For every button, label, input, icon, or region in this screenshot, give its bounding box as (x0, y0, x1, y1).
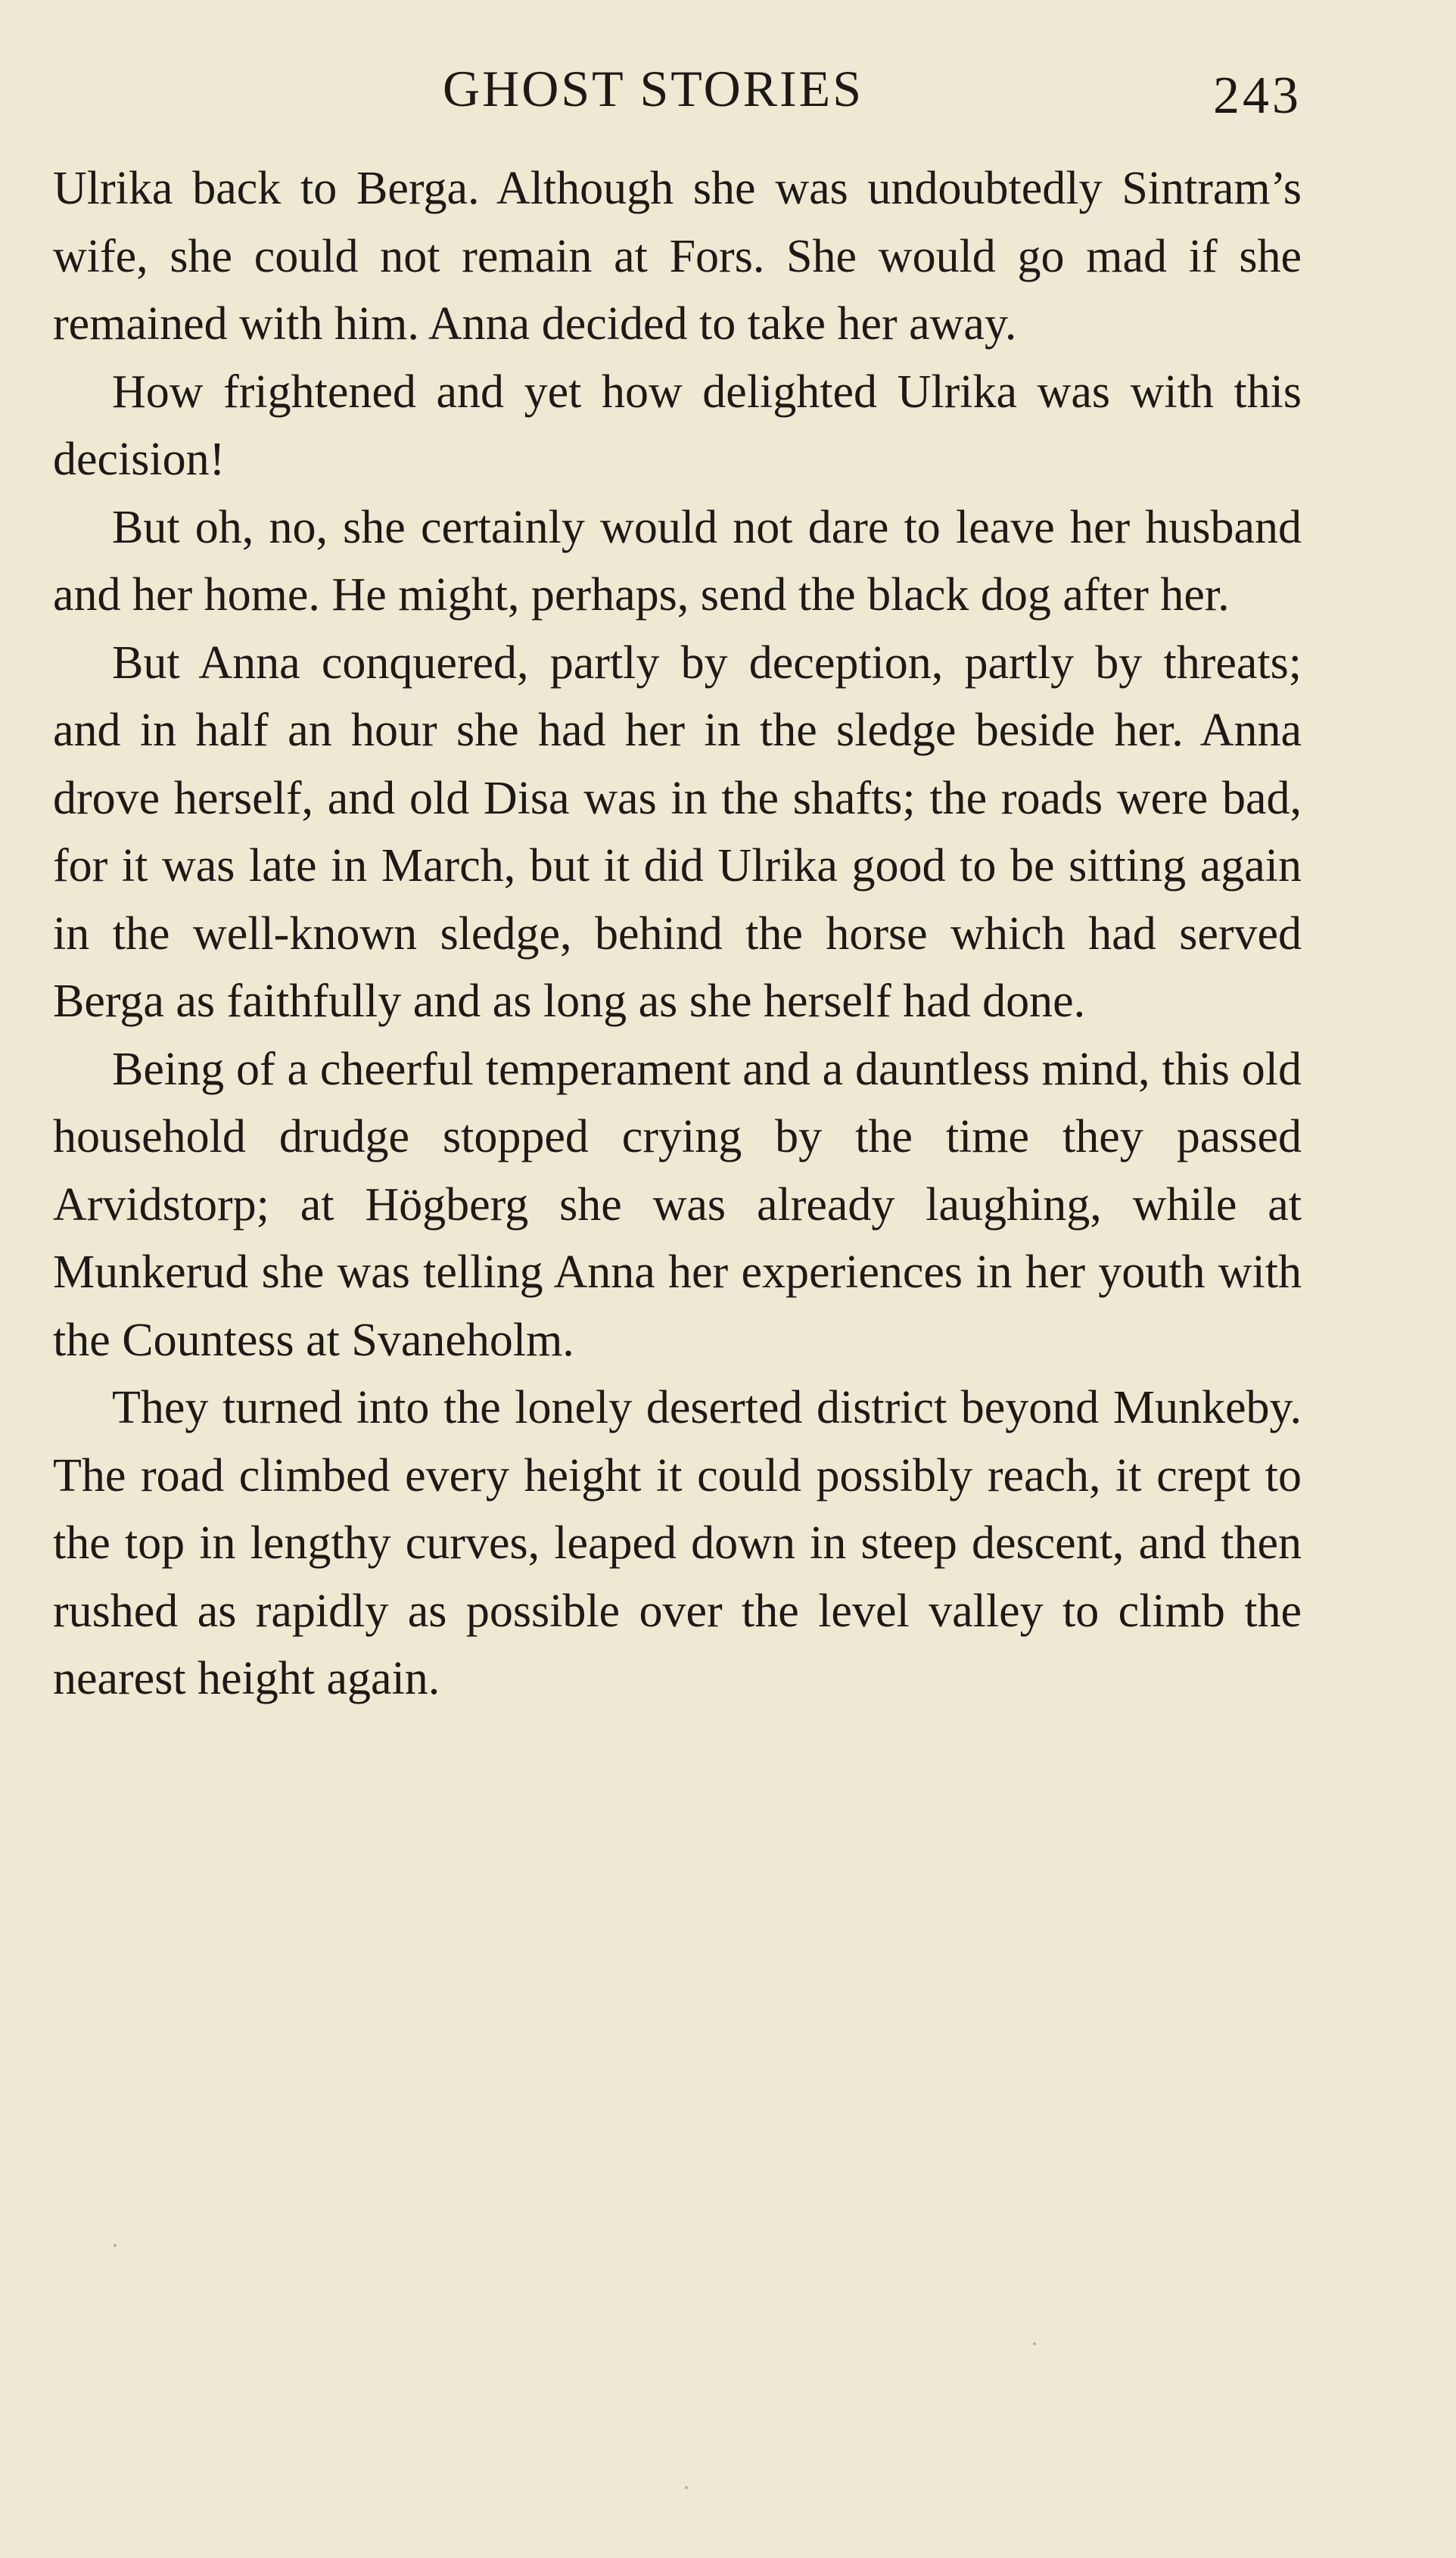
paragraph: Being of a cheerful temperament and a dauntless mind, this old household drudge stopped crying by the time they passed Arvidstorp; at Högberg she was already laughing, while at Munkerud she was telling Anna her experiences in her youth with the Countess at Svaneholm. (53, 1043, 1302, 1366)
running-head (53, 47, 1302, 138)
paragraph: But oh, no, she certainly would not dare to leave her husband and her home. He might, perhaps, send the black dog after her. (53, 501, 1302, 621)
paragraph: Ulrika back to Berga. Although she was undoubtedly Sintram’s wife, she could not remain at Fors. She would go mad if she remained with him. Anna decided to take her away. (53, 163, 1302, 350)
paper-speck (685, 2486, 688, 2489)
running-title: GHOST STORIES (443, 60, 864, 117)
paper-speck (1033, 2342, 1036, 2345)
paragraph: How frightened and yet how delighted Ulrika was with this decision! (53, 366, 1302, 485)
paragraph: They turned into the lonely deserted district beyond Munkeby. The road climbed every height it could possibly reach, it crept to the top in lengthy curves, leaped down in steep descent, and then rushed as rapidly as possible over the level valley to climb the nearest height again. (53, 1382, 1302, 1704)
paper-speck (114, 2244, 117, 2247)
page-number: 243 (1213, 67, 1302, 125)
paragraph: But Anna conquered, partly by deception, partly by threats; and in half an hour she had her in the sledge beside her. Anna drove herself, and old Disa was in the shafts; the roads were bad, for it was late in March, but it did Ulrika good to be sitting again in the well-known sledge, behind the horse which had served Berga as faithfully and as long as she herself had done. (53, 636, 1302, 1027)
page-body (53, 155, 1302, 1713)
